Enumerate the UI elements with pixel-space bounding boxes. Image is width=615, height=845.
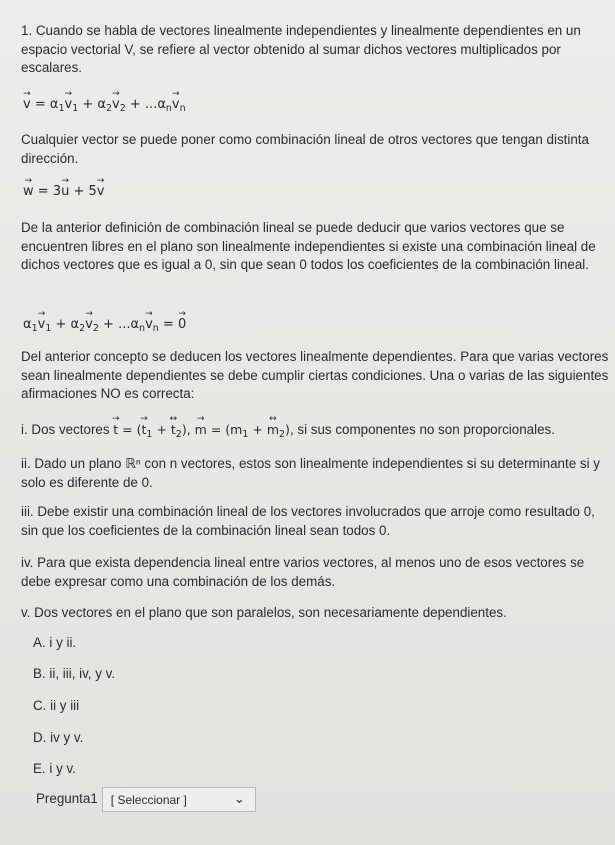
option-d: D. iv y v. [33,730,84,745]
answer-select[interactable] [102,787,256,812]
option-b: B. ii, iii, iv, y v. [33,666,116,681]
paragraph-dependence: Del anterior concepto se deducen los vectores linealmente dependientes. Para que varias vectores sean linealmente dependientes se debe cumplir ciertas condiciones. Una o varias de las siguientes afirmaciones NO es correcta: [21,349,609,401]
paragraph-combination: Cualquier vector se puede poner como combinación lineal de otros vectores que tengan distinta dirección. [21,132,589,166]
statement-ii: ii. Dado un plano ℝⁿ con n vectores, estos son linealmente independientes si su determinante si y solo es diferente de 0. [21,456,600,490]
statement-i-suffix: , si sus componentes no son proporcionales. [289,422,555,437]
statement-i-prefix: i. Dos vectores [21,422,110,437]
option-e: E. i y v. [33,761,76,776]
formula-linear-combination: → $v = \alpha_1\to v_1 + \alpha_2\to v_2 + ...\alpha_n\to v_n$ [23,96,186,119]
statement-v: v. Dos vectores en el plano que son paralelos, son necesariamente dependientes. [21,605,507,620]
answer-select-value: [ Seleccionar ] [110,793,187,807]
statement-i [21,421,609,445]
formula-zero-combination: $\alpha_1\to v_1 + \alpha_2\to v_2 + ...\alpha_n\to v_n$ = → 0 [23,316,186,339]
paragraph-independence: De la anterior definición de combinación lineal se puede deducir que varios vectores que se encuentren libres en el plano son linealmente independientes si existe una combinación lineal de dichos vectores que es igual a 0, sin que sean 0 todos los coeficientes de la combinación lineal. [21,220,596,272]
question-intro: 1. Cuando se habla de vectores linealmente independientes y linealmente dependientes en un espacio vectorial V, se refiere al vector obtenido al sumar dichos vectores multiplicados por escalares. [21,23,581,75]
chevron-down-icon: ⌄ [233,791,245,806]
statement-i-vectors: → t = (→ $t_1$ + ↔ $t_2$), → $m = (m_1$ + ↔ $m_2$) [113,422,290,437]
answer-row [36,787,256,812]
formula-example: → w = 3→ u + 5→ v [23,183,104,202]
option-a: A. i y ii. [33,635,77,650]
statement-iv: iv. Para que exista dependencia lineal entre varios vectores, al menos uno de esos vectores se debe expresar como una combinación de los demás. [21,555,585,589]
answer-label: Pregunta1 [36,791,98,807]
option-c: C. ii y iii [33,698,80,713]
statement-iii: iii. Debe existir una combinación lineal de los vectores involucrados que arroje como resultado 0, sin que los coeficientes de la combinación lineal sean todos 0. [21,504,595,538]
